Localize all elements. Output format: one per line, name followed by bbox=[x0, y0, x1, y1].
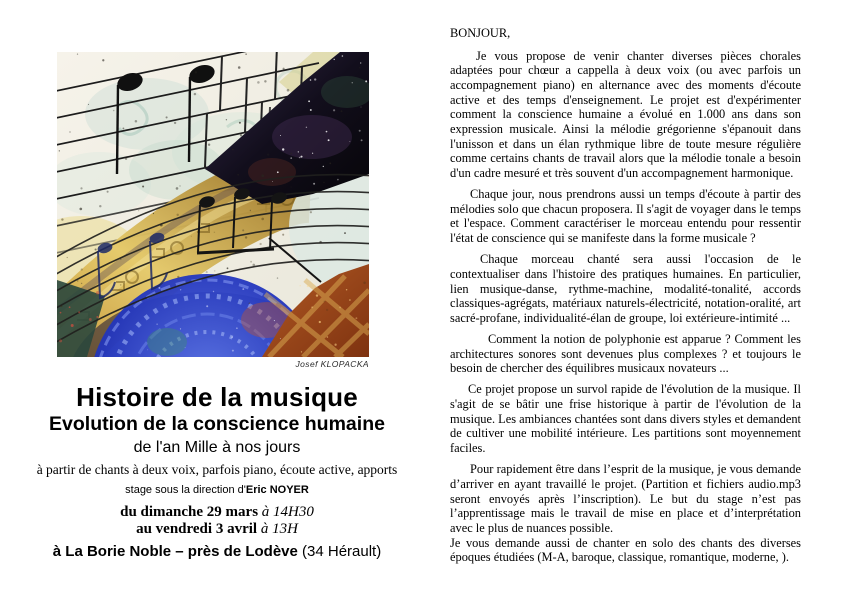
letter-panel bbox=[450, 26, 801, 565]
date-line-start bbox=[36, 504, 398, 521]
flyer-panel bbox=[36, 52, 398, 561]
description-line: à partir de chants à deux voix, parfois piano, écoute active, apports bbox=[36, 462, 398, 478]
letter-paragraph-2: Chaque jour, nous prendrons aussi un temps d'écoute à partir des mélodies solo que chacun proposera. Il s'agit de voyager dans le temps et l'espace. Comment caractériser le morceau entendu pour ressentir l'état de conscience qui se manifeste dans la forme musicale ? bbox=[450, 187, 801, 246]
location-line bbox=[36, 543, 398, 561]
director-name: Eric NOYER bbox=[245, 484, 309, 497]
letter-paragraph-6: Pour rapidement être dans l’esprit de la musique, je vous demande d’arriver en ayant travaillé le projet. (Partition et fichiers audio.mp3 seront envoyés après l’inscription). Le but du stage n’est pas l’apprentissage mais le travail de mise en place et d’interprétation avec le plus de nuances possible. bbox=[450, 462, 801, 535]
location-department: (34 Hérault) bbox=[297, 543, 382, 560]
page-title: Histoire de la musique bbox=[76, 382, 358, 412]
date-end-text: au vendredi 3 avril bbox=[136, 520, 258, 537]
letter-paragraph-4: Comment la notion de polyphonie est apparue ? Comment les architectures sonores sont devenues plus complexes ? et toujours le besoin de chercher des équilibres musicaux novateurs ... bbox=[450, 331, 801, 376]
artwork-credit: Josef KLOPACKA bbox=[295, 359, 369, 369]
subtitle-period: de l'an Mille à nos jours bbox=[133, 438, 301, 456]
date-start-text: du dimanche 29 mars bbox=[120, 503, 259, 520]
letter-paragraph-1: Je vous propose de venir chanter diverses pièces chorales adaptées pour chœur a cappella à deux voix (ou avec parfois un accompagnement piano) en alternance avec des moments d'écoute active et des temps d'enseignement. Le projet est d'expérimenter comment la conscience humaine a évolué en 1.000 ans dans son expression musicale. Ainsi la mélodie grégorienne s'épanouit dans l'unisson et dans un élan rythmique libre de toute mesure régulière comme certains chants de travail alors que la mélodie tonale a besoin d'un cadre mesuré et très souvent d'un accompagnement harmonique. bbox=[450, 48, 801, 180]
date-line-end bbox=[36, 521, 398, 538]
direction-prefix: stage sous la direction d' bbox=[125, 484, 246, 497]
date-end-time: à 13H bbox=[257, 520, 298, 537]
letter-paragraph-5: Ce projet propose un survol rapide de l'évolution de la musique. Il s'agit de se bâtir une frise historique à partir de l'évolution de la musique. Les ambiances chantées sont dans divers styles et demandent de cultiver une mobilité intérieure. Les partitions sont moyennement faciles. bbox=[450, 382, 801, 456]
letter-paragraph-7: Je vous demande aussi de chanter en solo des chants des diverses époques étudiées (M-A, baroque, classique, romantique, moderne, ). bbox=[450, 535, 801, 565]
page-subtitle: Evolution de la conscience humaine bbox=[49, 413, 385, 436]
date-start-time: à 14H30 bbox=[258, 503, 314, 520]
location-name: à La Borie Noble – près de Lodève bbox=[52, 543, 298, 560]
salutation: BONJOUR, bbox=[450, 26, 511, 40]
direction-line bbox=[36, 484, 398, 497]
letter-paragraph-3: Chaque morceau chanté sera aussi l'occasion de le contextualiser dans l'histoire des pratiques humaines. En particulier, lien musique-danse, rythme-machine, modalité-tonalité, accords classiques-agrégats, matériaux naturels-électricité, notation-oralité, art sacré-profane, individualité-élan de groupe, loi extérieure-intimité ... bbox=[450, 252, 801, 325]
artwork-figure bbox=[57, 52, 369, 369]
artwork-image bbox=[57, 52, 369, 357]
